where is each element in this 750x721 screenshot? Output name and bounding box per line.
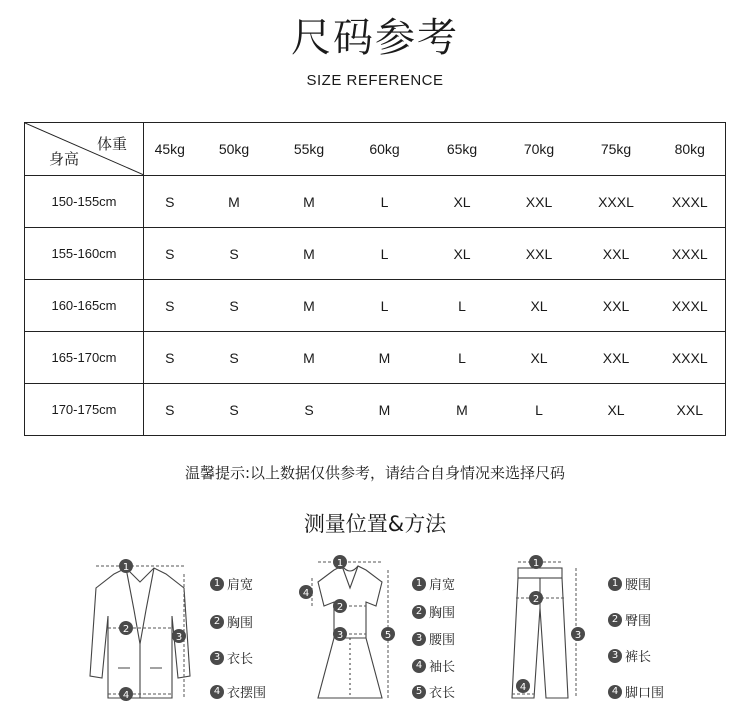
- size-cell: XXL: [501, 228, 578, 280]
- dress-illustration: [290, 548, 410, 708]
- number-badge: 4: [608, 685, 622, 699]
- legend-item: 1 肩宽: [210, 574, 253, 593]
- legend-item: 2 臀围: [608, 610, 651, 629]
- table-row: [25, 332, 726, 384]
- table-row: [25, 228, 726, 280]
- page-subtitle: SIZE REFERENCE: [306, 72, 444, 89]
- svg-text:1: 1: [122, 562, 130, 573]
- number-badge: 1: [412, 577, 426, 591]
- legend-item: 1 肩宽: [412, 574, 455, 593]
- legend-item: 2 胸围: [412, 602, 455, 621]
- number-badge: 2: [608, 613, 622, 627]
- svg-text:4: 4: [519, 682, 527, 693]
- number-badge: 3: [210, 651, 224, 665]
- number-badge: 2: [412, 605, 426, 619]
- table-row: [25, 176, 726, 228]
- legend-item: 2 胸围: [210, 612, 253, 631]
- legend-item: 4 袖长: [412, 656, 455, 675]
- number-badge: 1: [608, 577, 622, 591]
- measure-markers: [119, 559, 186, 701]
- legend-item: 4 衣摆围: [210, 682, 266, 701]
- legend-item: 1 腰围: [608, 574, 651, 593]
- size-cell: M: [196, 176, 273, 228]
- svg-text:2: 2: [532, 594, 540, 605]
- svg-text:1: 1: [336, 558, 344, 569]
- height-cell: 150-155cm: [25, 176, 144, 228]
- size-cell: XXL: [578, 228, 655, 280]
- svg-text:3: 3: [336, 630, 344, 641]
- size-cell: XL: [424, 228, 501, 280]
- weight-col-header: 60kg: [346, 123, 424, 176]
- size-cell: XL: [424, 176, 501, 228]
- weight-col-header: 45kg: [144, 123, 196, 176]
- number-badge: 4: [210, 685, 224, 699]
- size-cell: L: [346, 228, 424, 280]
- size-cell: S: [196, 280, 273, 332]
- table-row: [25, 280, 726, 332]
- table-corner-cell: [25, 123, 144, 176]
- size-cell: XL: [501, 332, 578, 384]
- size-cell: M: [273, 228, 346, 280]
- reference-tip: 温馨提示:以上数据仅供参考，请结合自身情况来选择尺码: [184, 464, 566, 482]
- legend-item: 3 衣长: [210, 648, 253, 667]
- size-cell: S: [144, 280, 196, 332]
- svg-text:4: 4: [122, 690, 130, 701]
- number-badge: 3: [412, 632, 426, 646]
- measure-section-title: 测量位置&方法: [303, 512, 447, 536]
- size-cell: M: [346, 384, 424, 436]
- weight-col-header: 50kg: [196, 123, 273, 176]
- size-cell: M: [273, 280, 346, 332]
- size-cell: M: [273, 332, 346, 384]
- size-cell: M: [346, 332, 424, 384]
- size-cell: XXXL: [578, 176, 655, 228]
- svg-text:1: 1: [532, 558, 540, 569]
- legend-item: 4 脚口围: [608, 682, 664, 701]
- weight-col-header: 55kg: [273, 123, 346, 176]
- legend-item: 3 腰围: [412, 629, 455, 648]
- weight-col-header: 70kg: [501, 123, 578, 176]
- page-title: 尺码参考: [291, 15, 459, 61]
- size-cell: XXL: [501, 176, 578, 228]
- size-cell: L: [501, 384, 578, 436]
- height-cell: 155-160cm: [25, 228, 144, 280]
- legend-item: 5 衣长: [412, 682, 455, 701]
- svg-text:2: 2: [336, 602, 344, 613]
- size-cell: M: [273, 176, 346, 228]
- size-cell: S: [196, 332, 273, 384]
- size-cell: XL: [578, 384, 655, 436]
- svg-text:4: 4: [302, 588, 310, 599]
- size-cell: XXL: [655, 384, 726, 436]
- table-header-row: [25, 123, 726, 176]
- size-cell: XXL: [578, 280, 655, 332]
- size-cell: S: [144, 384, 196, 436]
- svg-text:5: 5: [384, 630, 392, 641]
- pants-illustration: [490, 548, 600, 708]
- weight-col-header: 75kg: [578, 123, 655, 176]
- svg-text:3: 3: [574, 630, 582, 641]
- number-badge: 5: [412, 685, 426, 699]
- measure-markers: [516, 555, 585, 693]
- size-cell: L: [346, 176, 424, 228]
- weight-header: 体重: [96, 136, 127, 153]
- number-badge: 2: [210, 615, 224, 629]
- svg-text:3: 3: [175, 632, 183, 643]
- size-cell: S: [144, 228, 196, 280]
- size-cell: XXXL: [655, 176, 726, 228]
- size-cell: XXXL: [655, 280, 726, 332]
- size-cell: S: [144, 332, 196, 384]
- jacket-illustration: [80, 548, 200, 708]
- number-badge: 4: [412, 659, 426, 673]
- size-cell: L: [346, 280, 424, 332]
- weight-col-header: 80kg: [655, 123, 726, 176]
- size-cell: XXXL: [655, 228, 726, 280]
- size-cell: S: [196, 228, 273, 280]
- measure-markers: [299, 555, 395, 641]
- size-cell: S: [196, 384, 273, 436]
- size-cell: XXXL: [655, 332, 726, 384]
- height-header: 身高: [49, 151, 80, 168]
- size-cell: M: [424, 384, 501, 436]
- size-cell: S: [144, 176, 196, 228]
- weight-col-header: 65kg: [424, 123, 501, 176]
- size-cell: S: [273, 384, 346, 436]
- legend-item: 3 裤长: [608, 646, 651, 665]
- size-table: [24, 122, 726, 436]
- height-cell: 170-175cm: [25, 384, 144, 436]
- table-row: [25, 384, 726, 436]
- number-badge: 3: [608, 649, 622, 663]
- svg-text:2: 2: [122, 624, 130, 635]
- size-cell: L: [424, 280, 501, 332]
- size-cell: XXL: [578, 332, 655, 384]
- size-cell: XL: [501, 280, 578, 332]
- number-badge: 1: [210, 577, 224, 591]
- height-cell: 160-165cm: [25, 280, 144, 332]
- size-cell: L: [424, 332, 501, 384]
- height-cell: 165-170cm: [25, 332, 144, 384]
